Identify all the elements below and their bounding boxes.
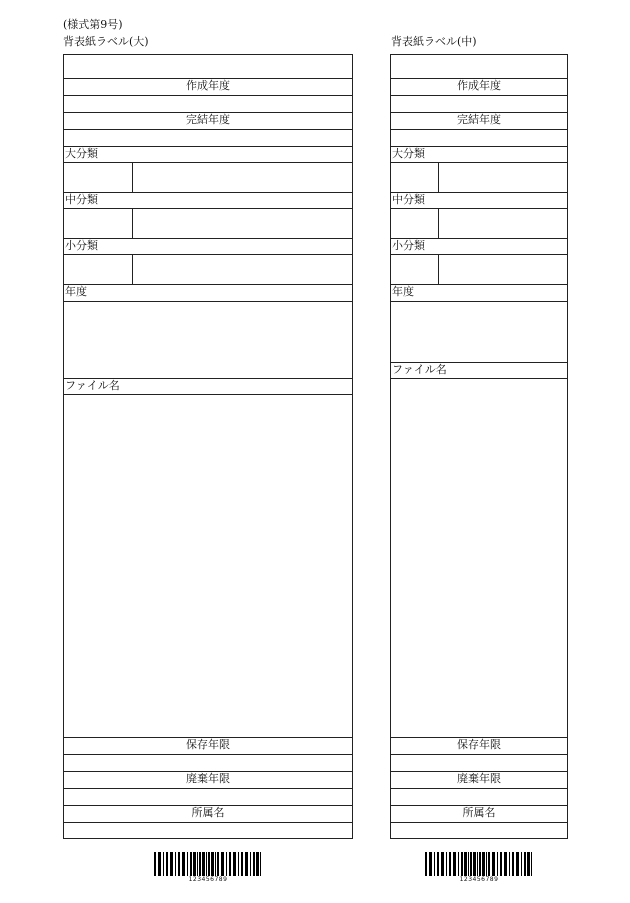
barcode-bar [497, 852, 498, 876]
medium-year-field[interactable] [391, 301, 567, 363]
medium-minor-category-field[interactable] [391, 254, 567, 284]
large-top-field[interactable] [64, 55, 352, 79]
medium-middle-divider [438, 208, 439, 238]
medium-completed-year-field[interactable] [391, 129, 567, 146]
medium-file-name-field[interactable] [391, 378, 567, 737]
large-middle-category-field[interactable] [64, 208, 352, 238]
barcode-bar [488, 852, 490, 876]
large-retention-period-field[interactable] [64, 754, 352, 771]
large-completed-year-header [64, 112, 352, 129]
medium-label-title: 背表紙ラベル(中) [391, 35, 477, 48]
large-label-title: 背表紙ラベル(大) [63, 35, 149, 48]
medium-created-year-header [391, 78, 567, 95]
barcode-bar [211, 852, 214, 876]
medium-file-name-label: ファイル名 [392, 363, 447, 376]
barcode-bar [215, 852, 216, 876]
medium-minor-category-label: 小分類 [392, 239, 425, 252]
medium-completed-year-header [391, 112, 567, 129]
barcode-bar [437, 852, 439, 876]
medium-middle-category-header [391, 192, 567, 208]
large-year-field[interactable] [64, 301, 352, 378]
medium-department-header [391, 805, 567, 822]
medium-retention-period-label: 保存年限 [457, 738, 501, 751]
medium-department-label: 所属名 [462, 806, 496, 819]
form-number: (様式第9号) [63, 18, 123, 31]
large-retention-period-header [64, 737, 352, 754]
barcode-bar [199, 852, 201, 876]
medium-created-year-field[interactable] [391, 95, 567, 112]
barcode-bar [238, 852, 239, 876]
barcode-bar [446, 852, 447, 876]
barcode-bar [187, 852, 188, 876]
large-created-year-field[interactable] [64, 95, 352, 112]
medium-retention-period-header [391, 737, 567, 754]
barcode-bar [182, 852, 185, 876]
barcode-bar [524, 852, 526, 876]
barcode-bar [479, 852, 481, 876]
large-disposal-year-label: 廃棄年限 [186, 772, 230, 785]
large-middle-category-label: 中分類 [65, 193, 98, 206]
barcode-bar [166, 852, 168, 876]
large-middle-divider [132, 208, 133, 238]
large-file-name-header [64, 378, 352, 394]
barcode-bar [241, 852, 243, 876]
medium-minor-divider [438, 254, 439, 284]
medium-disposal-year-header [391, 771, 567, 788]
barcode-bar [449, 852, 451, 876]
medium-retention-period-field[interactable] [391, 754, 567, 771]
barcode-bar [253, 852, 255, 876]
barcode-bar [217, 852, 219, 876]
large-middle-category-header [64, 192, 352, 208]
medium-file-name-header [391, 362, 567, 378]
large-major-divider [132, 162, 133, 192]
barcode-bar [206, 852, 207, 876]
large-completed-year-label: 完結年度 [186, 113, 230, 126]
medium-created-year-label: 作成年度 [457, 79, 501, 92]
barcode-bar [453, 852, 456, 876]
medium-top-field[interactable] [391, 55, 567, 79]
medium-completed-year-label: 完結年度 [457, 113, 501, 126]
barcode-bar [516, 852, 519, 876]
large-disposal-year-header [64, 771, 352, 788]
large-year-header [64, 284, 352, 301]
barcode-bar [250, 852, 251, 876]
barcode-bar [500, 852, 502, 876]
barcode-bar [245, 852, 248, 876]
large-department-label: 所属名 [191, 806, 225, 819]
large-retention-period-label: 保存年限 [186, 738, 230, 751]
barcode-bar [527, 852, 530, 876]
barcode-bar [441, 852, 444, 876]
large-file-name-label: ファイル名 [65, 379, 120, 392]
barcode-bar [461, 852, 463, 876]
barcode-bar [229, 852, 231, 876]
barcode-bar [509, 852, 510, 876]
barcode-bar [521, 852, 522, 876]
medium-barcode-number: 123456789 [459, 876, 499, 883]
barcode-bar [154, 852, 156, 876]
large-spine-label [63, 54, 353, 839]
barcode-bar [512, 852, 514, 876]
barcode-bar [482, 852, 485, 876]
large-file-name-field[interactable] [64, 394, 352, 737]
large-major-category-header [64, 146, 352, 162]
large-disposal-year-field[interactable] [64, 788, 352, 805]
barcode-bar [208, 852, 210, 876]
barcode-bar [429, 852, 432, 876]
barcode-bar [197, 852, 198, 876]
large-major-category-field[interactable] [64, 162, 352, 192]
barcode-bar [178, 852, 180, 876]
large-year-label: 年度 [65, 285, 87, 298]
large-created-year-label: 作成年度 [186, 79, 230, 92]
medium-middle-category-label: 中分類 [392, 193, 425, 206]
large-minor-divider [132, 254, 133, 284]
large-minor-category-header [64, 238, 352, 254]
large-completed-year-field[interactable] [64, 129, 352, 146]
large-barcode-number: 123456789 [188, 876, 228, 883]
medium-major-divider [438, 162, 439, 192]
medium-year-label: 年度 [392, 285, 414, 298]
medium-major-category-label: 大分類 [392, 147, 425, 160]
barcode-bar [221, 852, 224, 876]
medium-barcode [424, 852, 534, 876]
barcode-bar [226, 852, 227, 876]
barcode-bar [434, 852, 435, 876]
barcode-bar [464, 852, 467, 876]
medium-disposal-year-field[interactable] [391, 788, 567, 805]
medium-middle-category-field[interactable] [391, 208, 567, 238]
barcode-bar [190, 852, 192, 876]
large-created-year-header [64, 78, 352, 95]
barcode-bar [531, 852, 532, 876]
barcode-bar [492, 852, 495, 876]
large-major-category-label: 大分類 [65, 147, 98, 160]
medium-year-header [391, 284, 567, 301]
large-minor-category-field[interactable] [64, 254, 352, 284]
barcode-bar [193, 852, 196, 876]
barcode-bar [260, 852, 261, 876]
medium-department-field[interactable] [391, 822, 567, 838]
barcode-bar [473, 852, 476, 876]
barcode-bar [233, 852, 236, 876]
barcode-bar [425, 852, 427, 876]
barcode-bar [468, 852, 469, 876]
medium-major-category-field[interactable] [391, 162, 567, 192]
medium-major-category-header [391, 146, 567, 162]
barcode-bar [477, 852, 478, 876]
barcode-bar [504, 852, 507, 876]
medium-spine-label [390, 54, 568, 839]
medium-minor-category-header [391, 238, 567, 254]
barcode-bar [470, 852, 472, 876]
barcode-bar [486, 852, 487, 876]
barcode-bar [158, 852, 161, 876]
barcode-bar [202, 852, 205, 876]
barcode-bar [458, 852, 459, 876]
large-department-field[interactable] [64, 822, 352, 838]
medium-disposal-year-label: 廃棄年限 [457, 772, 501, 785]
large-minor-category-label: 小分類 [65, 239, 98, 252]
barcode-bar [170, 852, 173, 876]
barcode-bar [163, 852, 164, 876]
barcode-bar [256, 852, 259, 876]
barcode-bar [175, 852, 176, 876]
large-barcode [153, 852, 263, 876]
large-department-header [64, 805, 352, 822]
